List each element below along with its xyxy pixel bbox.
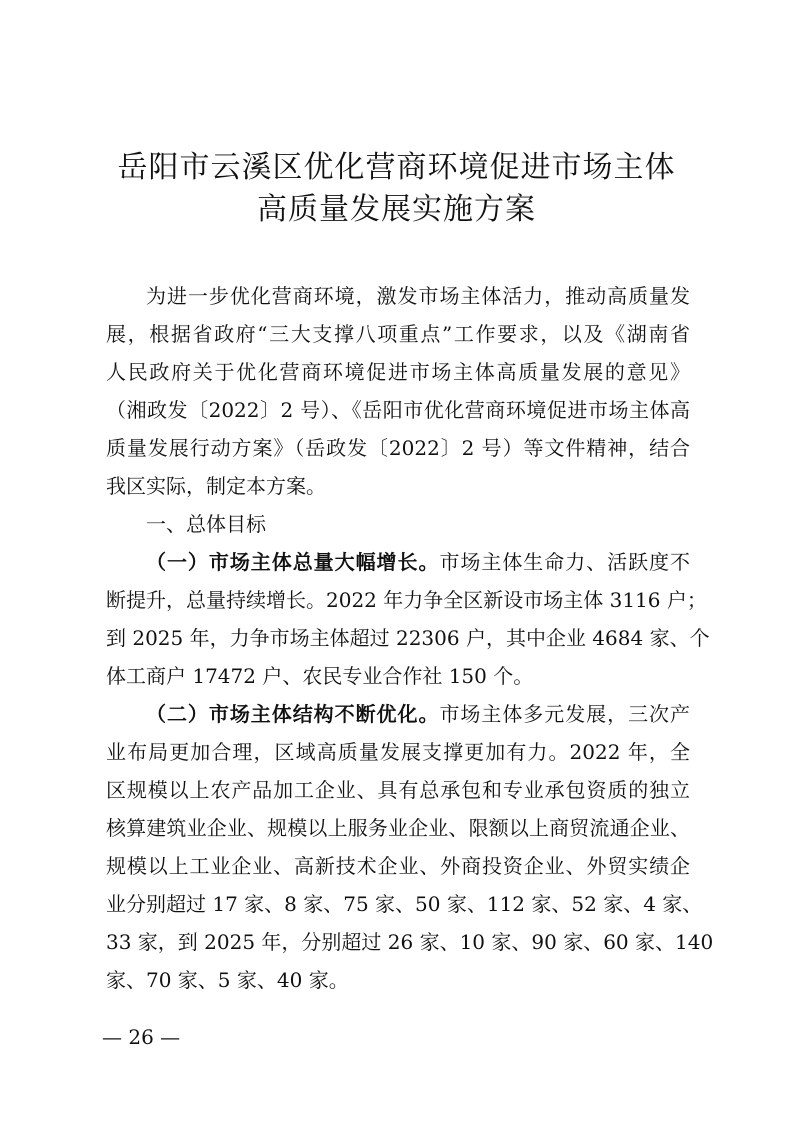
item-1-first-line	[146, 548, 690, 576]
item-2-line: 业布局更加合理，区域高质量发展支撑更加有力。2022 年，全	[106, 740, 690, 764]
intro-line: 我区实际，制定本方案。	[106, 474, 326, 498]
item-2-line: 家、70 家、5 家、40 家。	[106, 968, 349, 992]
item-1-line: 到 2025 年，力争市场主体超过 22306 户，其中企业 4684 家、个	[106, 626, 710, 650]
item-1-label: （一）市场主体总量大幅增长。	[146, 550, 440, 574]
intro-line: （湘政发〔2022〕2 号）、《岳阳市优化营商环境促进市场主体高	[106, 398, 690, 422]
document-title-line-2: 高质量发展实施方案	[257, 192, 536, 227]
item-2-first-text: 市场主体多元发展，三次产	[439, 702, 691, 726]
item-1-line: 体工商户 17472 户、农民专业合作社 150 个。	[106, 664, 534, 688]
item-1-line: 断提升，总量持续增长。2022 年力争全区新设市场主体 3116 户；	[106, 588, 707, 612]
section-heading-overall-goals: 一、总体目标	[146, 512, 266, 536]
item-2-line: 规模以上工业企业、高新技术企业、外商投资企业、外贸实绩企	[106, 854, 690, 878]
item-2-first-line	[146, 700, 690, 728]
item-2-line: 核算建筑业企业、规模以上服务业企业、限额以上商贸流通企业、	[106, 816, 690, 840]
intro-line: 为进一步优化营商环境，激发市场主体活力，推动高质量发	[146, 284, 690, 308]
intro-line: 人民政府关于优化营商环境促进市场主体高质量发展的意见》	[106, 360, 690, 384]
page-number: — 26 —	[102, 1025, 181, 1049]
document-title-line-1: 岳阳市云溪区优化营商环境促进市场主体	[117, 150, 676, 185]
intro-line: 展，根据省政府“三大支撑八项重点”工作要求，以及《湖南省	[106, 322, 690, 346]
intro-line: 质量发展行动方案》（岳政发〔2022〕2 号）等文件精神，结合	[106, 436, 690, 460]
item-1-first-text: 市场主体生命力、活跃度不	[439, 550, 691, 574]
item-2-line: 业分别超过 17 家、8 家、75 家、50 家、112 家、52 家、4 家、	[106, 892, 703, 916]
item-2-line: 区规模以上农产品加工企业、具有总承包和专业承包资质的独立	[106, 778, 690, 802]
item-2-label: （二）市场主体结构不断优化。	[146, 702, 440, 726]
item-2-line: 33 家，到 2025 年，分别超过 26 家、10 家、90 家、60 家、140	[106, 930, 714, 954]
